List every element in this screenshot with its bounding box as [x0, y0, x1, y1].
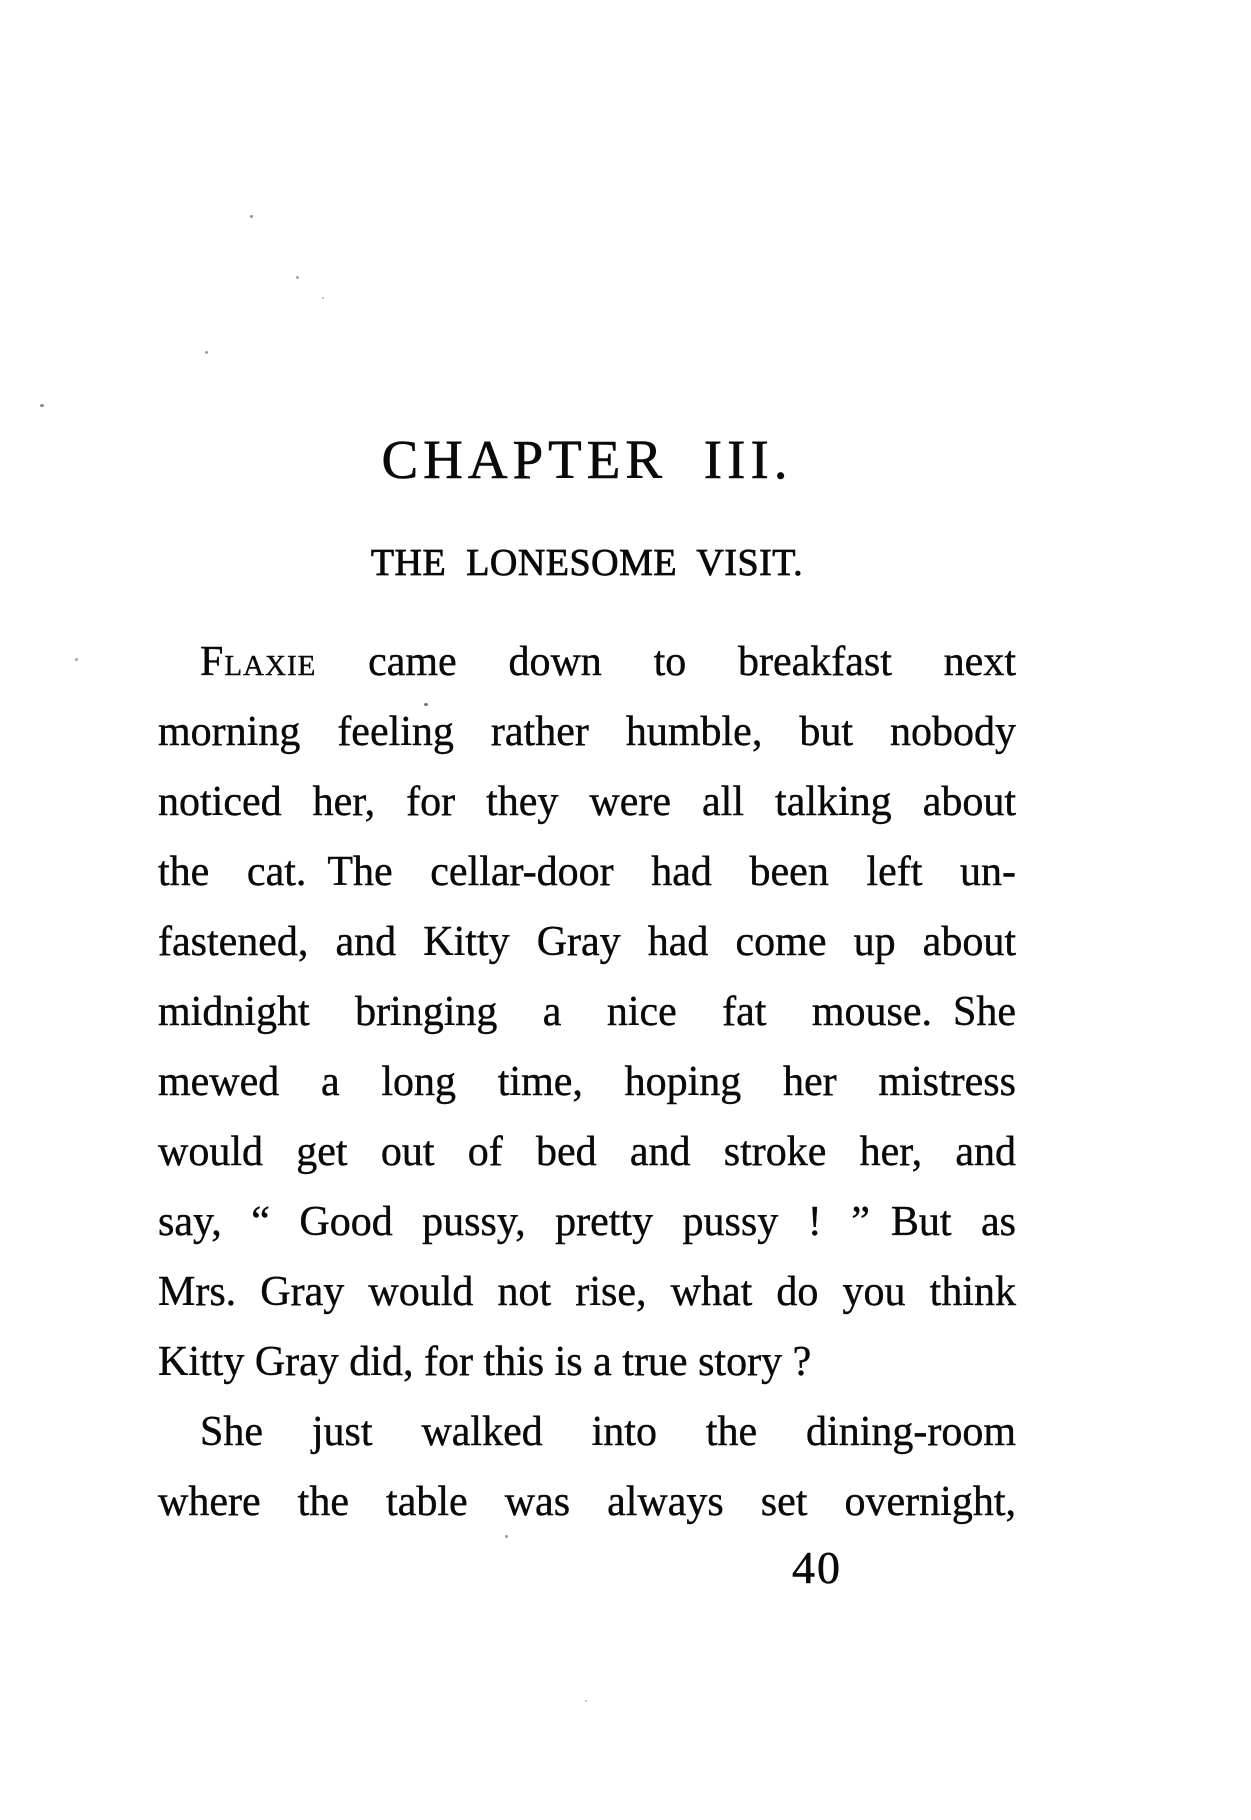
text-line: Kitty Gray did, for this is a true story ? [158, 1339, 812, 1385]
text-line: midnight bringing a nice fat mouse. She [158, 989, 1016, 1035]
chapter-heading: CHAPTER III. [381, 429, 793, 490]
text-line: She just walked into the dining-room [200, 1409, 1016, 1455]
page-number: 40 [792, 1542, 842, 1593]
text-line: would get out of bed and stroke her, and [158, 1129, 1016, 1175]
text-line [158, 627, 1016, 697]
text-line: morning feeling rather humble, but nobody [158, 709, 1016, 755]
text-line: where the table was always set overnight, [158, 1479, 1016, 1525]
text-column [158, 0, 1016, 1820]
text-line: say, “ Good pussy, pretty pussy ! ” But as [158, 1199, 1016, 1245]
scan-speck [75, 658, 78, 661]
text-line: the cat. The cellar-door had been left un- [158, 849, 1016, 895]
scan-speck [40, 404, 44, 407]
section-title: THE LONESOME VISIT. [370, 542, 804, 584]
text-line: Mrs. Gray would not rise, what do you think [158, 1269, 1016, 1315]
paragraph-lead-word: Flaxie [200, 639, 317, 685]
line-text: came down to breakfast next [368, 639, 1016, 685]
text-line: noticed her, for they were all talking about [158, 779, 1016, 825]
text-line: mewed a long time, hoping her mistress [158, 1059, 1016, 1105]
body-text [158, 627, 1016, 1537]
text-line: fastened, and Kitty Gray had come up about [158, 919, 1016, 965]
